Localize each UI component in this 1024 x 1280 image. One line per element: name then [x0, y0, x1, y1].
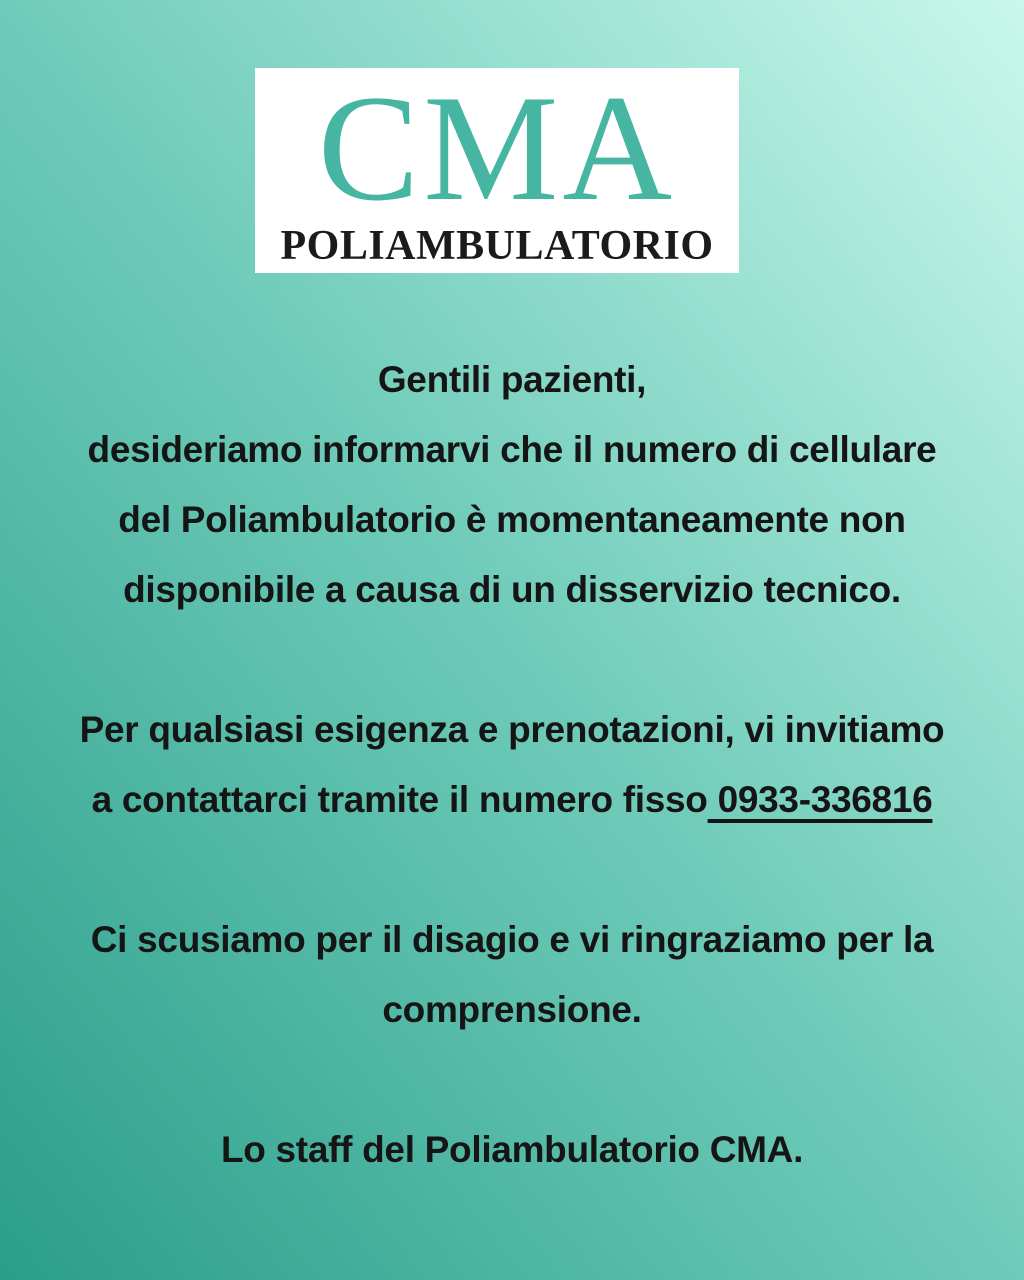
- notice-line-info-2: del Poliambulatorio è momentaneamente non: [118, 499, 906, 540]
- logo-subtitle: POLIAMBULATORIO: [280, 222, 714, 269]
- notice-line-contact-1: Per qualsiasi esigenza e prenotazioni, vi invitiamo: [79, 709, 945, 750]
- notice-line-greeting: Gentili pazienti,: [377, 359, 647, 400]
- signature-paragraph: [0, 1115, 1024, 1185]
- greeting-paragraph: [0, 345, 1024, 625]
- notice-text: [0, 345, 1024, 1185]
- notice-line-info-3: disponibile a causa di un disservizio tecnico.: [123, 569, 901, 610]
- signature-line: Lo staff del Poliambulatorio CMA.: [220, 1129, 804, 1170]
- contact-line-prefix: a contattarci tramite il numero fisso: [91, 779, 708, 820]
- apology-paragraph: [0, 905, 1024, 1045]
- notice-line-apology-1: Ci scusiamo per il disagio e vi ringraziamo per la: [90, 919, 934, 960]
- contact-paragraph: [0, 695, 1024, 835]
- notice-line-info-1: desideriamo informarvi che il numero di cellulare: [87, 429, 937, 470]
- logo-acronym: CMA: [317, 63, 677, 232]
- notice-line-apology-2: comprensione.: [382, 989, 642, 1030]
- phone-number: 0933-336816: [707, 779, 933, 820]
- notice-line-contact-2: [0, 765, 1024, 835]
- cma-logo: [255, 63, 739, 273]
